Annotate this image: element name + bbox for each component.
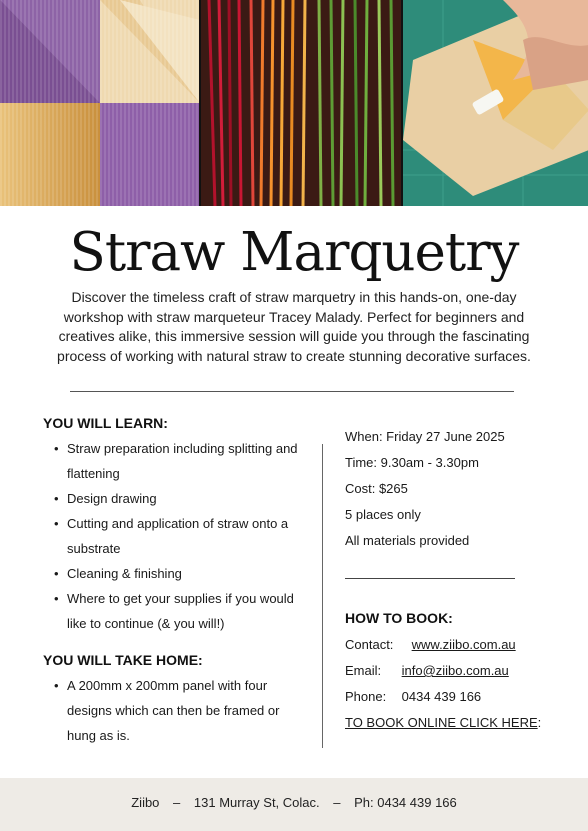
column-divider	[322, 444, 323, 748]
footer	[0, 778, 588, 831]
takehome-heading: YOU WILL TAKE HOME:	[43, 652, 203, 668]
list-item: • Cleaning & finishing	[43, 561, 308, 586]
event-date: When: Friday 27 June 2025	[345, 429, 505, 444]
website-link[interactable]: www.ziibo.com.au	[411, 637, 516, 652]
contact-label: Contact:	[345, 637, 394, 652]
footer-phone: Ph: 0434 439 166	[354, 795, 457, 810]
list-item: • Cutting and application of straw onto a substrate	[43, 511, 308, 561]
photo-banner	[0, 0, 588, 206]
divider	[345, 578, 515, 579]
footer-name: Ziibo	[131, 795, 160, 810]
phone-label: Phone:	[345, 689, 387, 704]
email-link[interactable]: info@ziibo.com.au	[401, 663, 509, 678]
footer-separator: –	[173, 795, 181, 810]
phone-number: 0434 439 166	[401, 689, 482, 704]
list-item: • Where to get your supplies if you would like to continue (& you will!)	[43, 586, 308, 636]
event-places: 5 places only	[345, 507, 421, 522]
learn-heading: YOU WILL LEARN:	[43, 415, 168, 431]
book-online-link[interactable]: TO BOOK ONLINE CLICK HERE	[345, 715, 538, 730]
intro-paragraph: Discover the timeless craft of straw marquetry in this hands-on, one-day workshop with straw marqueteur Tracey Malady. Perfect for beginners and creatives alike, this immersive session will guide you through the fascinating process of working with natural straw to create stunning decorative surfaces.	[57, 289, 531, 364]
booking-heading: HOW TO BOOK:	[345, 610, 453, 626]
footer-separator: –	[333, 795, 341, 810]
book-online-suffix: :	[537, 715, 542, 730]
event-time: Time: 9.30am - 3.30pm	[345, 455, 479, 470]
event-materials: All materials provided	[345, 533, 470, 548]
takehome-list	[43, 673, 305, 748]
learn-list	[43, 436, 308, 636]
page-title: Straw Marquetry	[69, 222, 519, 283]
list-item: • A 200mm x 200mm panel with four designs which can then be framed or hung as is.	[43, 673, 305, 748]
list-item: • Design drawing	[43, 486, 308, 511]
event-details	[345, 424, 575, 554]
dyed-straw-image	[201, 0, 400, 206]
booking-details	[345, 632, 581, 736]
event-cost: Cost: $265	[345, 481, 408, 496]
marquetry-panel-image	[0, 0, 199, 206]
list-item: • Straw preparation including splitting and flattening	[43, 436, 308, 486]
footer-address: 131 Murray St, Colac.	[193, 795, 320, 810]
divider	[70, 391, 514, 392]
email-label: Email:	[345, 663, 382, 678]
hands-working-image	[403, 0, 588, 206]
